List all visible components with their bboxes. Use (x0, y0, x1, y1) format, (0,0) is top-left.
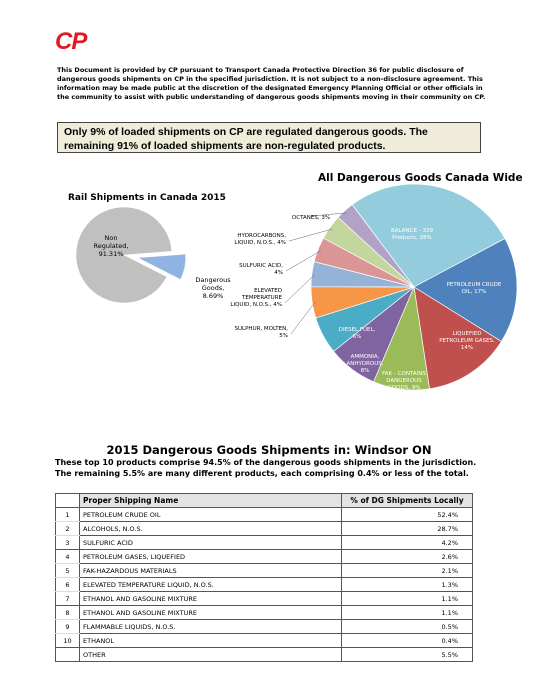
row-pct: 2.1% (342, 564, 473, 578)
pie-label-dangerous-goods: Dangerous Goods, 8.69% (195, 276, 231, 300)
row-rank: 10 (56, 634, 80, 648)
row-rank: 1 (56, 508, 80, 522)
pie-label-6: SULPHUR, MOLTEN, 5% (234, 326, 288, 339)
row-pct: 52.4% (342, 508, 473, 522)
row-name: OTHER (80, 648, 342, 662)
pie-leader-6 (291, 302, 315, 334)
section-title: 2015 Dangerous Goods Shipments in: Windsor ON (106, 443, 432, 457)
callout-box: Only 9% of loaded shipments on CP are regulated dangerous goods. The remaining 91% of loaded shipments are non-regulated products. (57, 122, 481, 153)
table-row (56, 522, 473, 536)
table-row (56, 578, 473, 592)
dg-chart-title: All Dangerous Goods Canada Wide (318, 172, 523, 184)
row-name: ETHANOL AND GASOLINE MIXTURE (80, 592, 342, 606)
row-name: ALCOHOLS, N.O.S. (80, 522, 342, 536)
table-row (56, 508, 473, 522)
row-name: ETHANOL AND GASOLINE MIXTURE (80, 606, 342, 620)
row-name: FLAMMABLE LIQUIDS, N.O.S. (80, 620, 342, 634)
rank-header (56, 494, 80, 508)
pie-label-3: FAK - CONTAINS DANGEROUS GOODS, 9% (382, 371, 426, 391)
row-name: SULFURIC ACID (80, 536, 342, 550)
table-row (56, 592, 473, 606)
row-pct: 1.1% (342, 606, 473, 620)
table-row (56, 634, 473, 648)
row-name: ELEVATED TEMPERATURE LIQUID, N.O.S. (80, 578, 342, 592)
row-rank: 3 (56, 536, 80, 550)
row-rank: 8 (56, 606, 80, 620)
row-rank (56, 648, 80, 662)
cp-logo: CP (55, 28, 87, 55)
row-name: FAK-HAZARDOUS MATERIALS (80, 564, 342, 578)
row-pct: 1.1% (342, 592, 473, 606)
row-name: PETROLEUM CRUDE OIL (80, 508, 342, 522)
disclaimer-text: This Document is provided by CP pursuant to Transport Canada Protective Direction 36 for public disclosure of dangerous goods shipments on CP in the specified jurisdiction. It is not subject to a non-disclosure agreement. This information may be made public at the discretion of the designated Emergency Planning Official or other officials in the community to assist with public understanding of dangerous goods shipments moving in their community on CP. (57, 66, 486, 101)
row-rank: 7 (56, 592, 80, 606)
row-name: PETROLEUM GASES, LIQUEFIED (80, 550, 342, 564)
row-pct: 2.6% (342, 550, 473, 564)
table-row (56, 564, 473, 578)
pie-label-10: OCTANES, 3% (291, 215, 331, 221)
pie-label-4: AMMONIA, ANHYDROUS, 8% (346, 354, 384, 374)
row-rank: 9 (56, 620, 80, 634)
row-rank: 5 (56, 564, 80, 578)
pie-label-8: SULFURIC ACID, 4% (239, 263, 283, 276)
row-pct: 0.5% (342, 620, 473, 634)
section-note: These top 10 products comprise 94.5% of the dangerous goods shipments in the jurisdiction. The remaining 5.5% are many different products, each comprising 0.4% or less of the total. (55, 458, 477, 478)
row-rank: 2 (56, 522, 80, 536)
pie-leader-7 (285, 274, 315, 303)
table-header-row (56, 494, 473, 508)
table-row (56, 536, 473, 550)
rail-chart-title: Rail Shipments in Canada 2015 (68, 193, 226, 203)
dg-shipments-table (55, 493, 473, 662)
pie-label-0: BALANCE - 339 Products, 28% (391, 228, 433, 241)
pie-label-1: PETROLEUM CRUDE OIL, 17% (446, 282, 502, 295)
row-rank: 6 (56, 578, 80, 592)
pie-label-2: LIQUEFIED PETROLEUM GASES, 14% (439, 331, 495, 351)
pie-slice-non-regulated (76, 207, 172, 303)
row-pct: 4.2% (342, 536, 473, 550)
pie-label-non-regulated: Non Regulated, 91.31% (93, 234, 129, 258)
pie-label-5: DIESEL FUEL, 6% (338, 327, 376, 340)
table-row (56, 606, 473, 620)
table-row (56, 620, 473, 634)
row-pct: 5.5% (342, 648, 473, 662)
row-pct: 28.7% (342, 522, 473, 536)
row-rank: 4 (56, 550, 80, 564)
name-header: Proper Shipping Name (80, 494, 342, 508)
row-pct: 1.3% (342, 578, 473, 592)
table-row (56, 550, 473, 564)
row-pct: 0.4% (342, 634, 473, 648)
pct-header: % of DG Shipments Locally (342, 494, 473, 508)
row-name: ETHANOL (80, 634, 342, 648)
pie-label-7: ELEVATED TEMPERATURE LIQUID, N.O.S., 4% (230, 288, 282, 308)
pie-label-9: HYDROCARBONS, LIQUID, N.O.S., 4% (234, 233, 286, 246)
table-row (56, 648, 473, 662)
